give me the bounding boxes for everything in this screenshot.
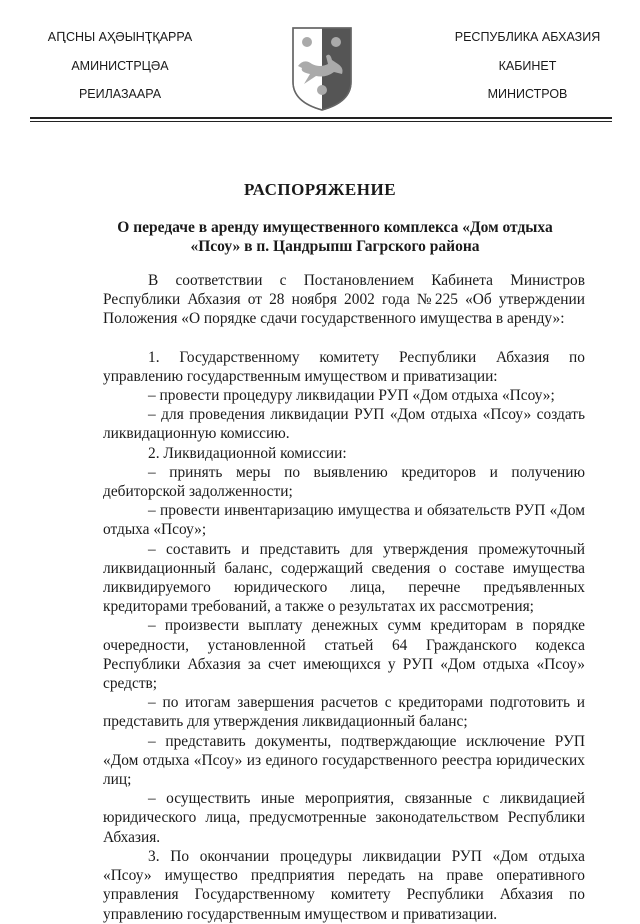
header-right-russian bbox=[425, 23, 630, 109]
header-left-line: АԤСНЫ АҲӘЫНҬҚАРРА bbox=[47, 30, 193, 44]
paragraph-subitem: – провести инвентаризацию имущества и обязательств РУП «Дом отдыха «Псоу»; bbox=[103, 502, 585, 539]
header-divider-thick bbox=[30, 117, 612, 119]
header-right-line: КАБИНЕТ bbox=[498, 58, 557, 73]
document-body bbox=[103, 271, 585, 924]
paragraph-item-2: 2. Ликвидационной комиссии: bbox=[148, 444, 347, 462]
document-subtitle: О передаче в аренду имущественного комплекса «Дом отдыха «Псоу» в п. Цандрыпш Гагрского района bbox=[117, 219, 553, 255]
paragraph-subitem: – для проведения ликвидации РУП «Дом отдыха «Псоу» создать ликвидационную комиссию. bbox=[103, 406, 585, 443]
header-left-line: АМИНИСТРЦӘА bbox=[71, 58, 169, 73]
coat-of-arms-emblem bbox=[290, 26, 354, 112]
paragraph-subitem: – принять меры по выявлению кредиторов и получению дебиторской задолженности; bbox=[103, 463, 585, 501]
paragraph-subitem: – произвести выплату денежных сумм кредиторам в порядке очередности, установленной статьей 64 Гражданского кодекса Республики Абхазия за счет имеющихся у РУП «Дом отдыха «Псоу» средств; bbox=[103, 617, 585, 693]
paragraph-subitem: – представить документы, подтверждающие исключение РУП «Дом отдыха «Псоу» из единого государственного реестра юридических лиц; bbox=[103, 732, 585, 789]
paragraph-subitem: – провести процедуру ликвидации РУП «Дом отдыха «Псоу»; bbox=[148, 387, 555, 405]
header-divider-thin bbox=[30, 121, 612, 122]
paragraph-subitem: – составить и представить для утверждения промежуточный ликвидационный баланс, содержащий сведения о составе имущества ликвидируемого юридического лица, перечне предъявленных кредиторами требований, а также о результатах их рассмотрения; bbox=[103, 540, 585, 616]
paragraph-subitem: – осуществить иные мероприятия, связанные с ликвидацией юридического лица, предусмотренные законодательством Республики Абхазия. bbox=[103, 790, 585, 846]
paragraph-subitem: – по итогам завершения расчетов с кредиторами подготовить и представить для утверждения ликвидационный баланс; bbox=[103, 694, 585, 731]
document-title: РАСПОРЯЖЕНИЕ bbox=[243, 180, 397, 199]
header-right-line: РЕСПУБЛИКА АБХАЗИЯ bbox=[454, 30, 601, 44]
header-right-line: МИНИСТРОВ bbox=[487, 87, 568, 101]
paragraph-item-1: 1. Государственному комитету Республики Абхазия по управлению государственным имуществом и приватизации: bbox=[103, 348, 585, 385]
paragraph-item-3: 3. По окончании процедуры ликвидации РУП «Дом отдыха «Псоу» имущество предприятия передать на праве оперативного управления Государственному комитету Республики Абхазия по управлению государственным имуществом и приватизации. bbox=[103, 847, 585, 923]
header-left-line: РЕИЛАЗААРА bbox=[78, 87, 162, 101]
paragraph-preamble: В соответствии с Постановлением Кабинета Министров Республики Абхазия от 28 ноября 2002 года №225 «Об утверждении Положения «О порядке сдачи государственного имущества в аренду»: bbox=[103, 272, 585, 328]
header-left-abkhaz bbox=[20, 23, 220, 109]
